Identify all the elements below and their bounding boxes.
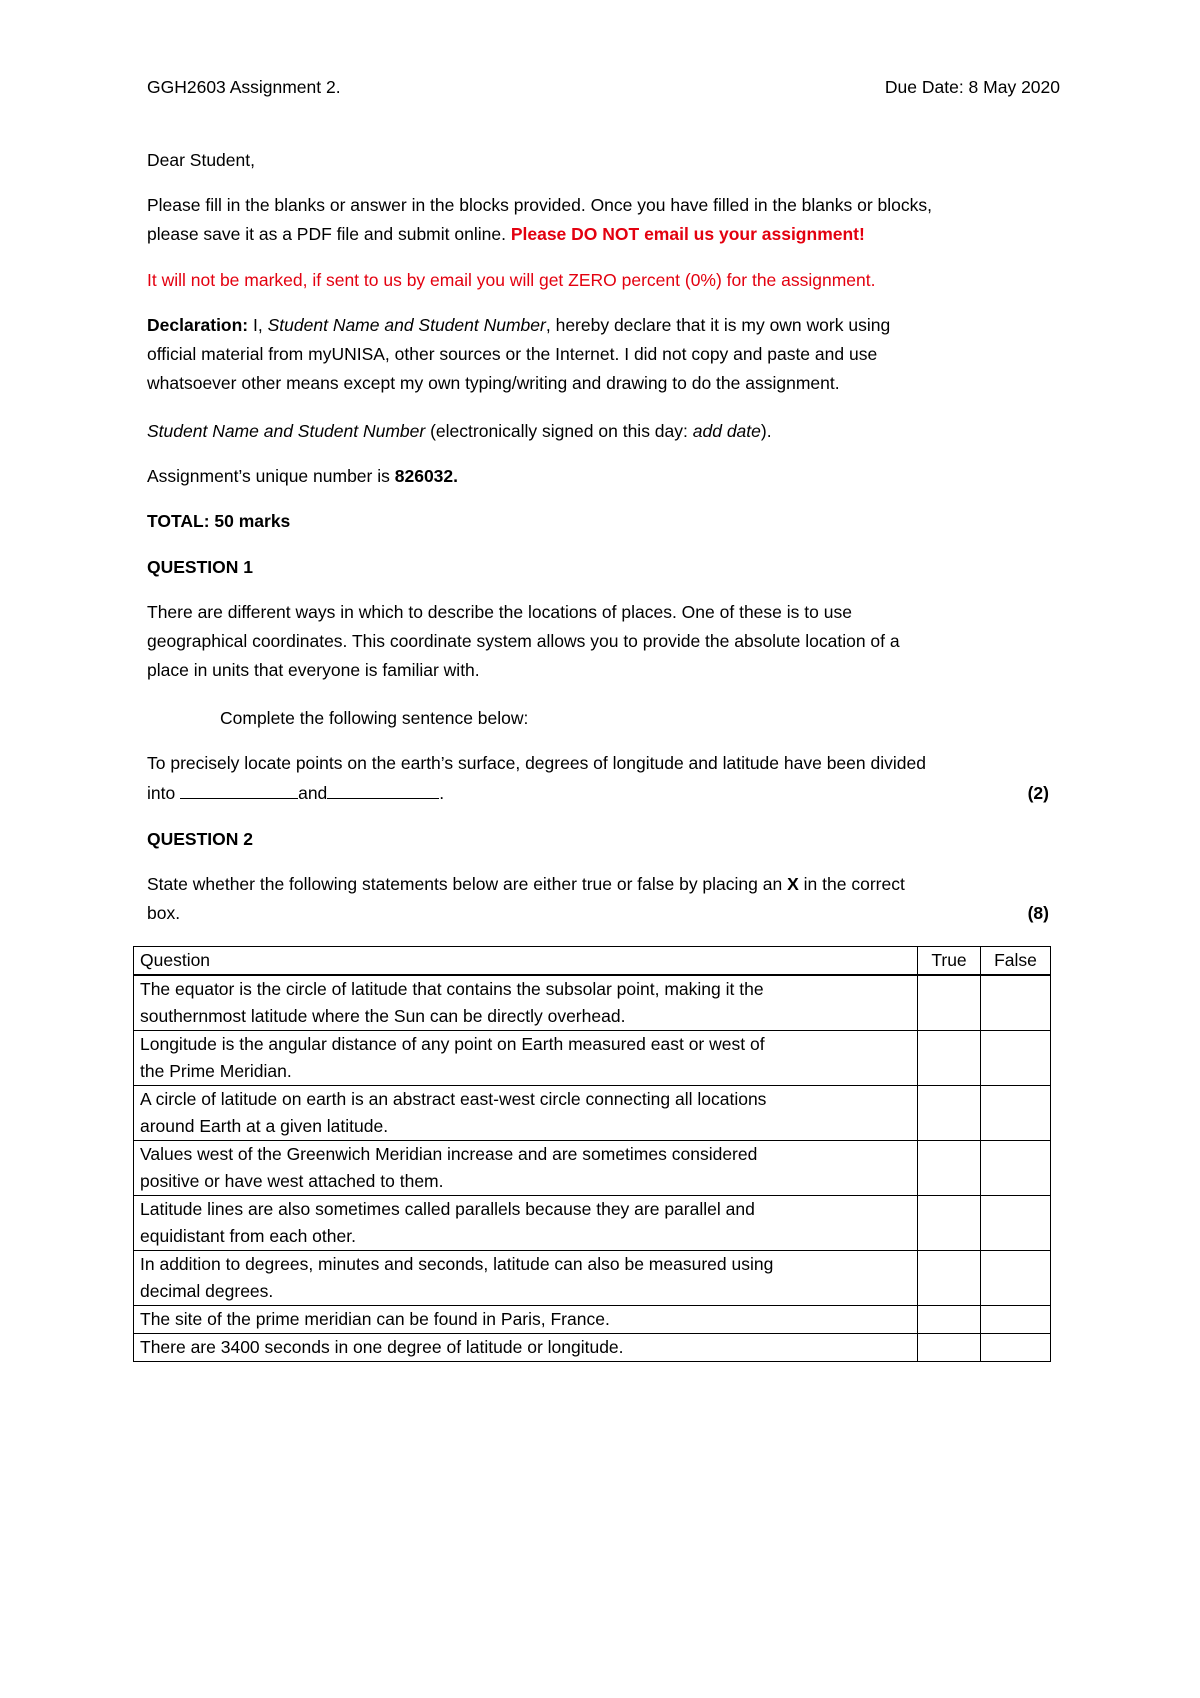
question1-into: into [147,783,176,803]
false-box[interactable] [981,1141,1051,1196]
question1-intro-line3: place in units that everyone is familiar with. [147,660,480,680]
statement-line2: southernmost latitude where the Sun can be directly overhead. [140,1006,626,1026]
true-box[interactable] [918,1334,981,1362]
question2-title [147,825,1057,854]
true-box[interactable] [918,1196,981,1251]
question1-blank-2[interactable] [327,778,439,799]
question1-intro-line2: geographical coordinates. This coordinate system allows you to provide the absolute location of a [147,631,900,651]
false-box[interactable] [981,1251,1051,1306]
statement-line1: Longitude is the angular distance of any point on Earth measured east or west of [140,1034,765,1054]
statement-line2: the Prime Meridian. [140,1061,292,1081]
question1-instruction: Complete the following sentence below: [220,708,529,728]
signature-text: (electronically signed on this day: [430,421,688,441]
question1-end: . [439,783,445,803]
table-row [134,1196,1051,1251]
declaration-text1: , hereby declare that it is my own work using [545,315,891,335]
table-row [134,1334,1051,1362]
signature-line [147,417,1057,446]
signature-close: ). [760,421,772,441]
statement-line1: Latitude lines are also sometimes called parallels because they are parallel and [140,1199,755,1219]
instructions-paragraph [147,191,1057,249]
statement-cell [134,1086,918,1141]
statement-line1: The site of the prime meridian can be found in Paris, France. [140,1309,610,1329]
question1-intro [147,598,1057,685]
table-row [134,1306,1051,1334]
table-row [134,1141,1051,1196]
false-box[interactable] [981,1196,1051,1251]
total-marks-text: TOTAL: 50 marks [147,511,291,531]
true-box[interactable] [918,1141,981,1196]
table-row [134,975,1051,1031]
question1-marks: (2) [1027,783,1049,803]
statement-line1: Values west of the Greenwich Meridian increase and are sometimes considered [140,1144,758,1164]
question1-sentence-line1: To precisely locate points on the earth’s surface, degrees of longitude and latitude have been divided [147,753,926,773]
true-box[interactable] [918,1251,981,1306]
statement-line1: There are 3400 seconds in one degree of latitude or longitude. [140,1337,624,1357]
declaration-line3: whatsoever other means except my own typing/writing and drawing to do the assignment. [147,373,840,393]
statement-line2: around Earth at a given latitude. [140,1116,389,1136]
declaration-name-field[interactable]: Student Name and Student Number [267,315,546,335]
statement-cell [134,975,918,1031]
question1-and: and [298,783,328,803]
false-box[interactable] [981,1334,1051,1362]
statement-line2: decimal degrees. [140,1281,274,1301]
question2-intro-x: X [787,874,799,894]
statement-line1: The equator is the circle of latitude that contains the subsolar point, making it the [140,979,764,999]
statement-line1: In addition to degrees, minutes and seconds, latitude can also be measured using [140,1254,774,1274]
header-false: False [981,947,1051,976]
statement-line1: A circle of latitude on earth is an abstract east-west circle connecting all locations [140,1089,767,1109]
instructions-line2: please save it as a PDF file and submit online. [147,224,506,244]
unique-number-label: Assignment’s unique number is [147,466,390,486]
question2-marks: (8) [1027,903,1049,923]
statement-cell [134,1334,918,1362]
question2-intro-line2: box. [147,903,181,923]
table-row [134,1251,1051,1306]
question1-title-text: QUESTION 1 [147,557,253,577]
signature-name-field[interactable]: Student Name and Student Number [147,421,426,441]
header-true: True [918,947,981,976]
declaration-paragraph [147,311,1057,398]
false-box[interactable] [981,1086,1051,1141]
declaration-label: Declaration: [147,315,249,335]
statement-cell [134,1141,918,1196]
unique-number-value: 826032. [394,466,459,486]
instructions-line1: Please fill in the blanks or answer in the blocks provided. Once you have filled in the blanks or blocks, [147,195,933,215]
question1-intro-line1: There are different ways in which to describe the locations of places. One of these is to use [147,602,852,622]
true-box[interactable] [918,1306,981,1334]
question1-title [147,553,1057,582]
question2-title-text: QUESTION 2 [147,829,253,849]
true-box[interactable] [918,975,981,1031]
question2-intro [147,870,1057,928]
total-marks [147,507,1057,536]
header-due-date: Due Date: 8 May 2020 [884,77,1060,97]
false-box[interactable] [981,1306,1051,1334]
declaration-prefix: I, [253,315,263,335]
greeting: Dear Student, [147,150,255,170]
table-header-row [134,947,1051,976]
question1-sentence [147,749,1057,808]
statement-line2: positive or have west attached to them. [140,1171,444,1191]
zero-percent-warning: It will not be marked, if sent to us by email you will get ZERO percent (0%) for the assignment. [147,270,876,290]
table-row [134,1031,1051,1086]
header-course: GGH2603 Assignment 2. [147,77,341,97]
true-box[interactable] [918,1031,981,1086]
unique-number-line [147,462,1057,491]
question1-blank-1[interactable] [180,778,298,799]
false-box[interactable] [981,975,1051,1031]
statement-cell [134,1306,918,1334]
header-question: Question [134,947,918,976]
true-box[interactable] [918,1086,981,1141]
signature-date-field[interactable]: add date [692,421,761,441]
question2-intro-line1-end: in the correct [803,874,905,894]
statement-cell [134,1196,918,1251]
declaration-line2: official material from myUNISA, other sources or the Internet. I did not copy and paste and use [147,344,878,364]
true-false-table [133,946,1051,1362]
question2-intro-line1: State whether the following statements below are either true or false by placing an [147,874,783,894]
table-row [134,1086,1051,1141]
statement-cell [134,1031,918,1086]
statement-line2: equidistant from each other. [140,1226,356,1246]
no-email-warning: Please DO NOT email us your assignment! [510,224,865,244]
statement-cell [134,1251,918,1306]
false-box[interactable] [981,1031,1051,1086]
